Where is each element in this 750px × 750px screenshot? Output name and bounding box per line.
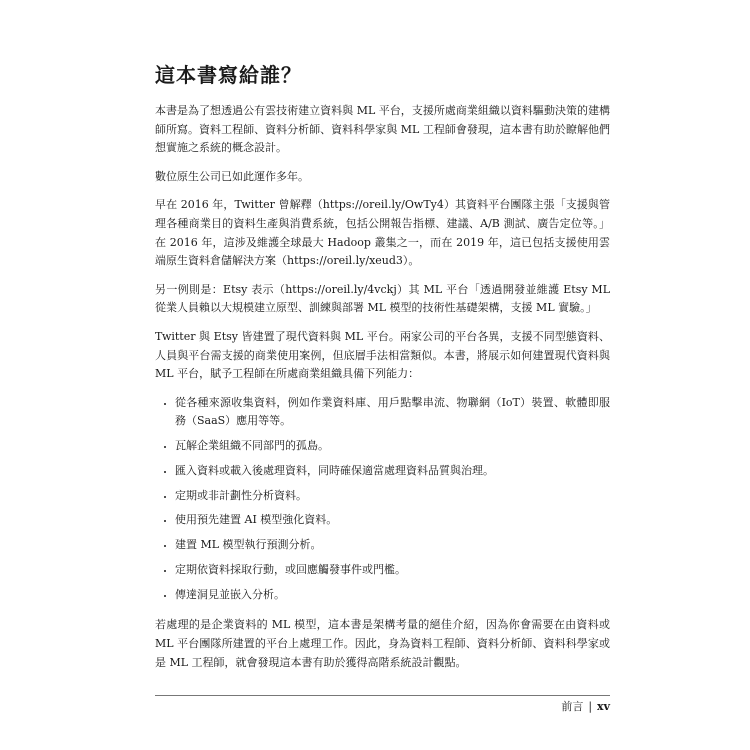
page-number: xv [597,700,610,713]
list-item: • 匯入資料或載入後處理資料，同時確保適當處理資料品質與治理。 [175,462,610,481]
list-item: • 建置 ML 模型執行預測分析。 [175,536,610,555]
footer-separator: | [588,700,593,713]
page-content [155,62,610,682]
list-item: • 定期依資料採取行動，或回應觸發事件或門檻。 [175,561,610,580]
section-heading: 這本書寫給誰？ [155,63,302,87]
footer-section-label: 前言 [561,700,584,713]
list-item: • 瓦解企業組織不同部門的孤島。 [175,437,610,456]
list-item: • 傳達洞見並嵌入分析。 [175,586,610,605]
list-item: • 使用預先建置 AI 模型強化資料。 [175,511,610,530]
paragraph-intro: 本書是為了想透過公有雲技術建立資料與 ML 平台，支援所處商業組織以資料驅動決策的建構師所寫。資料工程師、資料分析師、資料科學家與 ML 工程師會發現，這本書有助於瞭解他們想實施之系統的概念設計。 [155,104,610,155]
page-footer [561,700,610,714]
list-item: • 定期或非計劃性分析資料。 [175,487,610,506]
paragraph-digital-native: 數位原生公司已如此運作多年。 [155,169,309,183]
list-item: • 從各種來源收集資料，例如作業資料庫、用戶點擊串流、物聯網（IoT）裝置、軟體即服務（SaaS）應用等等。 [175,394,610,431]
capability-list [155,394,610,605]
paragraph-closing: 若處理的是企業資料的 ML 模型，這本書是架構考量的絕佳介紹，因為你會需要在由資料或 ML 平台團隊所建置的平台上處理工作。因此，身為資料工程師、資料分析師、資料科學家或是 ML 工程師，就會發現這本書有助於獲得高階系統設計觀點。 [155,618,610,669]
paragraph-twitter: 早在 2016 年，Twitter 曾解釋（https://oreil.ly/OwTy4）其資料平台團隊主張「支援與管理各種商業目的資料生產與消費系統，包括公開報告指標、建議、A/B 測試、廣告定位等。」在 2016 年，這涉及維護全球最大 Hadoop 叢集之一，而在 2019 年，這已包括支援使用雲端原生資料倉儲解決方案（https://oreil.ly/xeud3）。 [155,198,610,268]
footer-divider [155,695,610,696]
paragraph-etsy: 另一例則是：Etsy 表示（https://oreil.ly/4vckj）其 ML 平台「透過開發並維護 Etsy ML 從業人員賴以大規模建立原型、訓練與部署 ML 模型的技術性基礎架構，支援 ML 實驗。」 [155,282,610,315]
paragraph-capabilities-intro: Twitter 與 Etsy 皆建置了現代資料與 ML 平台。兩家公司的平台各異，支援不同型態資料、人員與平台需支援的商業使用案例，但底層手法相當類似。本書，將展示如何建置現代資料與 ML 平台，賦予工程師在所處商業組織具備下列能力： [155,329,610,381]
